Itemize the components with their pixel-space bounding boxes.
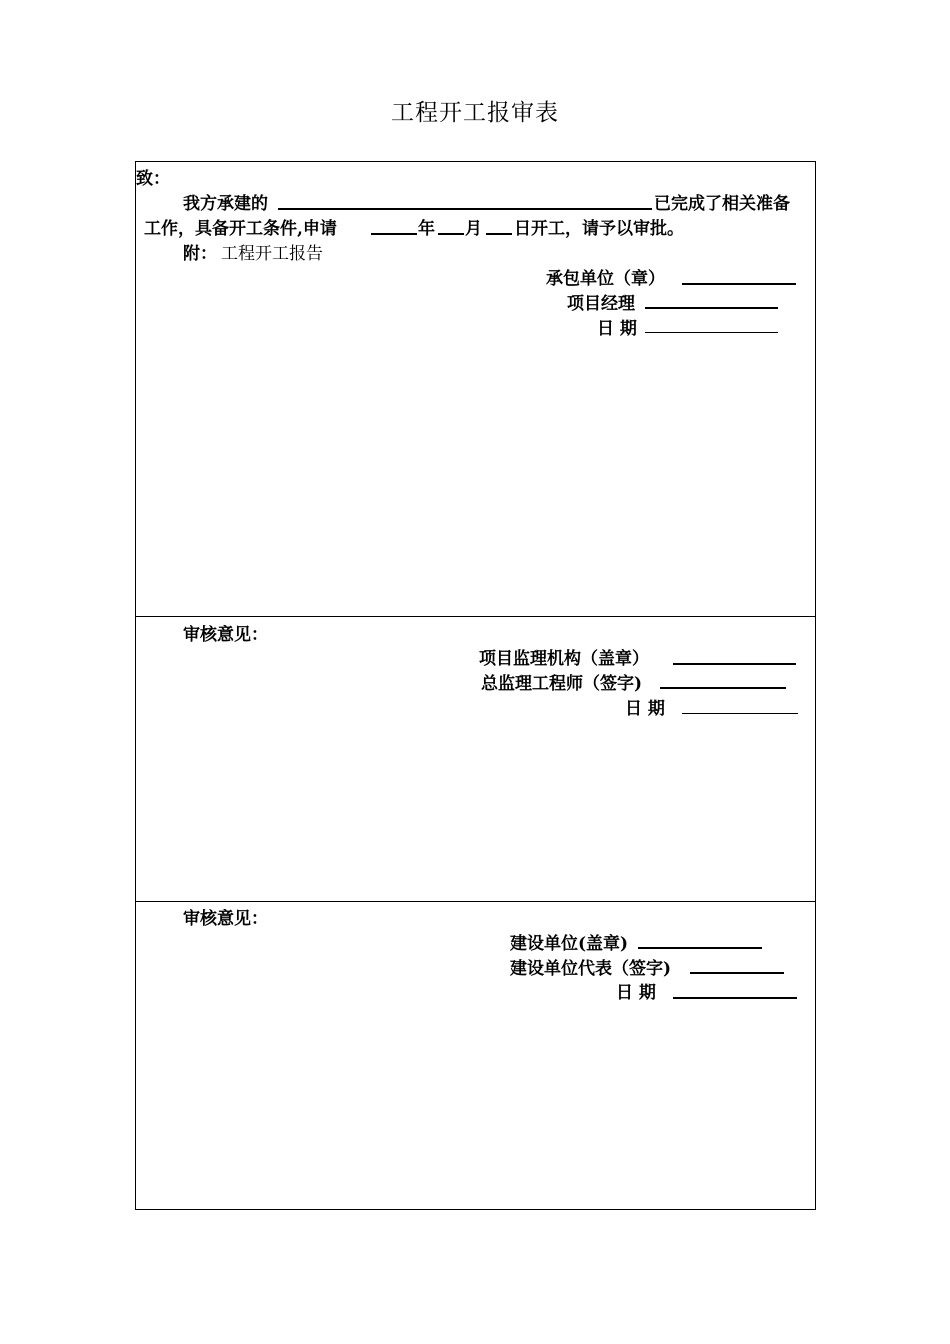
manager-blank[interactable] (645, 307, 778, 309)
project-name-blank[interactable] (278, 208, 652, 210)
opinion-label-2: 审核意见： (183, 625, 268, 645)
opinion-label-3: 审核意见： (183, 909, 268, 929)
month-blank[interactable] (438, 233, 464, 235)
line1-suffix: 已完成了相关准备 (654, 194, 790, 214)
attachment-text: 工程开工报告 (221, 244, 323, 264)
supervision-org-blank[interactable] (673, 663, 796, 665)
year-label: 年 (418, 219, 435, 239)
owner-rep-blank[interactable] (690, 972, 784, 974)
year-blank[interactable] (371, 233, 417, 235)
date-blank-3[interactable] (673, 997, 797, 999)
manager-label: 项目经理 (567, 294, 635, 314)
date-label-1: 日 期 (597, 319, 637, 339)
owner-label: 建设单位(盖章) (510, 934, 629, 954)
chief-engineer-label: 总监理工程师（签字) (481, 674, 643, 694)
date-label-3: 日 期 (616, 983, 656, 1003)
date-label-2: 日 期 (625, 699, 665, 719)
section-divider-2 (135, 901, 816, 902)
date-blank-1[interactable] (645, 332, 778, 333)
contractor-blank[interactable] (682, 283, 796, 285)
date-blank-2[interactable] (682, 713, 798, 714)
line2-end: 日开工，请予以审批。 (514, 219, 684, 239)
owner-blank[interactable] (638, 947, 762, 949)
section-divider-1 (135, 616, 816, 617)
supervision-org-label: 项目监理机构（盖章） (479, 649, 649, 669)
attachment-label: 附： (183, 244, 217, 264)
to-label: 致： (136, 169, 170, 189)
form-table (135, 161, 816, 1210)
chief-engineer-blank[interactable] (660, 687, 786, 689)
owner-rep-label: 建设单位代表（签字) (510, 959, 672, 979)
day-blank[interactable] (486, 233, 512, 235)
line2-text: 工作，具备开工条件,申请 (144, 219, 337, 239)
month-label: 月 (465, 219, 482, 239)
page-title: 工程开工报审表 (391, 100, 559, 126)
line1-prefix: 我方承建的 (183, 194, 268, 214)
contractor-label: 承包单位（章） (546, 269, 665, 289)
